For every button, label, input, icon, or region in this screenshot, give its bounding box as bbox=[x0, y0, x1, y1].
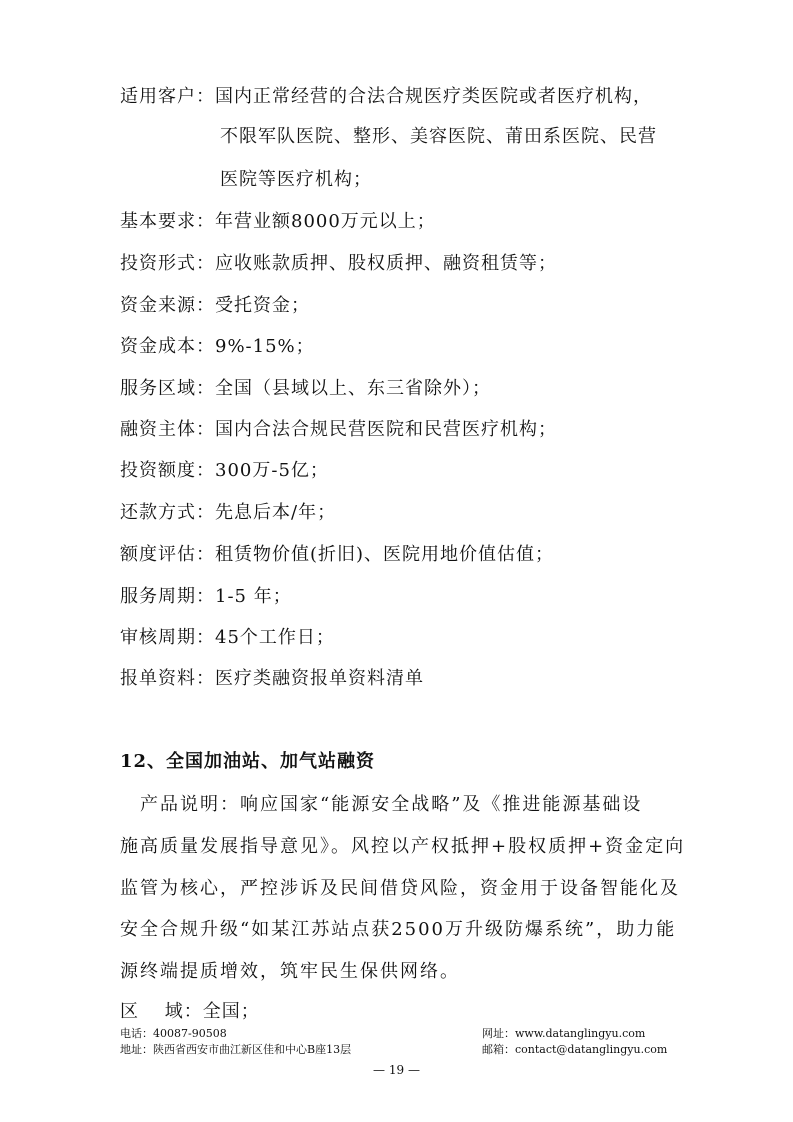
text-line: 投资额度：300万-5亿； bbox=[120, 460, 329, 481]
text-line: 融资主体：国内合法合规民营医院和民营医疗机构； bbox=[120, 419, 557, 440]
text-line: 报单资料：医疗类融资报单资料清单 bbox=[120, 668, 424, 689]
paragraph-line: 施高质量发展指导意见》。风控以产权抵押+股权质押+资金定向 bbox=[120, 836, 686, 857]
footer-website: 网址：www.datanglingyu.com bbox=[482, 1027, 646, 1040]
text-line: 适用客户：国内正常经营的合法合规医疗类医院或者医疗机构， bbox=[120, 86, 652, 107]
text-line: 服务周期：1-5 年； bbox=[120, 586, 292, 607]
page-number: — 19 — bbox=[373, 1063, 420, 1077]
paragraph-line: 源终端提质增效，筑牢民生保供网络。 bbox=[120, 961, 460, 982]
paragraph-line: 安全合规升级“如某江苏站点获2500万升级防爆系统”，助力能 bbox=[120, 919, 677, 940]
text-line: 还款方式：先息后本/年； bbox=[120, 502, 337, 523]
footer-address: 地址：陕西省西安市曲江新区佳和中心B座13层 bbox=[120, 1043, 352, 1056]
text-line: 医院等医疗机构； bbox=[220, 169, 372, 190]
text-line: 额度评估：租赁物价值(折旧)、医院用地价值估值； bbox=[120, 544, 555, 565]
text-line: 投资形式：应收账款质押、股权质押、融资租赁等； bbox=[120, 253, 557, 274]
text-line: 服务区域：全国（县域以上、东三省除外）； bbox=[120, 378, 491, 399]
section-heading: 12、全国加油站、加气站融资 bbox=[120, 751, 376, 772]
paragraph-line: 产品说明：响应国家“能源安全战略”及《推进能源基础设 bbox=[120, 794, 643, 815]
text-line: 审核周期：45个工作日； bbox=[120, 627, 335, 648]
region-line: 区 域：全国； bbox=[120, 1001, 260, 1022]
text-line: 基本要求：年营业额8000万元以上； bbox=[120, 211, 436, 232]
text-line: 资金成本：9%-15%； bbox=[120, 336, 315, 357]
footer-phone: 电话：40087-90508 bbox=[120, 1027, 227, 1040]
paragraph-line: 监管为核心，严控涉诉及民间借贷风险，资金用于设备智能化及 bbox=[120, 878, 680, 899]
text-line: 资金来源：受托资金； bbox=[120, 295, 310, 316]
text-line: 不限军队医院、整形、美容医院、莆田系医院、民营 bbox=[220, 126, 657, 147]
footer-email: 邮箱：contact@datanglingyu.com bbox=[482, 1043, 668, 1056]
